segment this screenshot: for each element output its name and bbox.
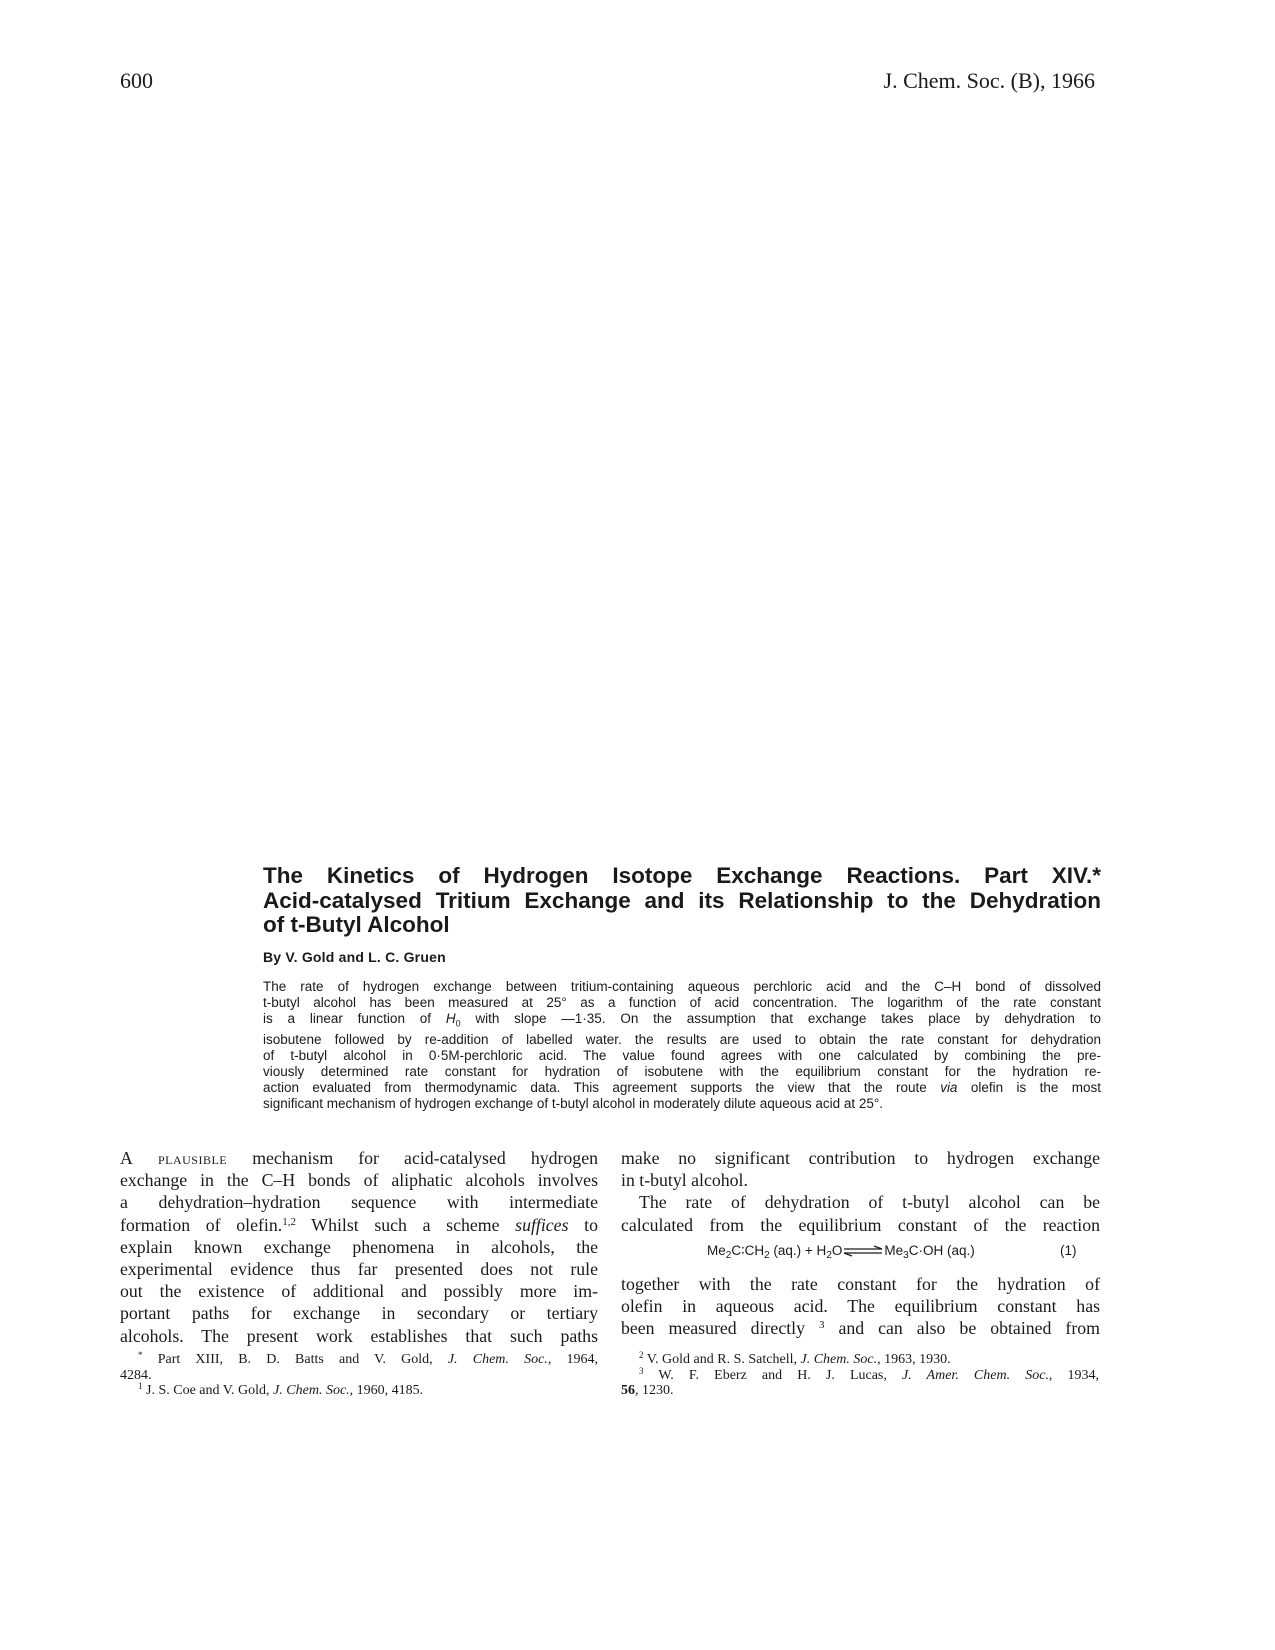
body-line: olefin in aqueous acid. The equilibrium constant has	[621, 1296, 1100, 1317]
abstract-line: t-butyl alcohol has been measured at 25° as a function of acid concentration. The logarithm of the rate constant	[263, 994, 1101, 1010]
body-line: calculated from the equilibrium constant of the reaction	[621, 1214, 1100, 1235]
abstract-line: of t-butyl alcohol in 0·5M-perchloric acid. The value found agrees with one calculated by combining the pre-	[263, 1048, 1101, 1064]
body-line: together with the rate constant for the hydration of	[621, 1274, 1100, 1294]
abstract-line: isobutene followed by re-addition of labelled water. the results are used to obtain the rate constant for dehydration	[263, 1032, 1101, 1048]
abstract-line: significant mechanism of hydrogen exchange of t-butyl alcohol in moderately dilute aqueous acid at 25°.	[263, 1096, 884, 1112]
abstract-line: The rate of hydrogen exchange between tritium-containing aqueous perchloric acid and the C–H bond of dissolved	[263, 979, 1101, 994]
abstract	[263, 979, 1101, 1112]
title-line-2: Acid-catalysed Tritium Exchange and its Relationship to the Dehydration	[263, 887, 1101, 913]
abstract-line: is a linear function of $H_0$ with slope —1·35. On the assumption that exchange takes place by dehydration to	[263, 1010, 1101, 1029]
body-line: alcohols. The present work establishes that such paths	[120, 1325, 598, 1346]
body-line: experimental evidence thus far presented does not rule	[120, 1259, 598, 1280]
body-line: in t-butyl alcohol.	[621, 1170, 748, 1191]
body-line: explain known exchange phenomena in alcohols, the	[120, 1236, 598, 1257]
journal-reference: J. Chem. Soc. (B), 1966	[883, 68, 1095, 93]
body-right-column-bottom	[621, 1273, 1100, 1340]
body-line: portant paths for exchange in secondary or tertiary	[120, 1303, 598, 1324]
body-line: exchange in the C–H bonds of aliphatic alcohols involves	[120, 1170, 598, 1191]
abstract-line: viously determined rate constant for hydration of isobutene with the equilibrium constant for the hydration re-	[263, 1064, 1101, 1080]
footnotes-left	[120, 1352, 598, 1399]
abstract-line: action evaluated from thermodynamic data. This agreement supports the view that the route via olefin is the most	[263, 1080, 1101, 1096]
body-line: make no significant contribution to hydrogen exchange	[621, 1148, 1100, 1168]
equation-1: $Me_2C∶CH_2$ $(aq.) + H_2O$ $Me_3C\cdot OH$ (aq.)	[707, 1243, 975, 1261]
body-line: formation of olefin.$^{1,2}$ Whilst such a scheme suffices to	[120, 1214, 598, 1235]
body-left-column	[120, 1147, 598, 1347]
body-line: a dehydration–hydration sequence with intermediate	[120, 1192, 598, 1213]
article-title	[263, 864, 1101, 938]
body-right-column-top	[621, 1147, 1100, 1236]
footnote-1: $^1$ J. S. Coe and V. Gold, J. Chem. Soc., 1960, 4185.	[138, 1381, 424, 1398]
page-number: 600	[120, 68, 153, 93]
footnote-2: $^2$ V. Gold and R. S. Satchell, J. Chem. Soc., 1963, 1930.	[639, 1350, 951, 1367]
title-line-3: of t-Butyl Alcohol	[263, 912, 450, 937]
equation-number: (1)	[1060, 1243, 1077, 1258]
footnote-star-cont: 4284.	[120, 1367, 152, 1383]
authors: By V. Gold and L. C. Gruen	[263, 949, 446, 965]
title-line-1: The Kinetics of Hydrogen Isotope Exchange Reactions. Part XIV.*	[263, 863, 1101, 888]
body-line: A plausible mechanism for acid-catalysed hydrogen	[120, 1148, 598, 1168]
body-line: out the existence of additional and possibly more im-	[120, 1281, 598, 1302]
equilibrium-arrow-icon	[842, 1245, 884, 1257]
footnote-star: * Part XIII, B. D. Batts and V. Gold, J. Chem. Soc., 1964,	[138, 1350, 598, 1367]
body-line: been measured directly $^3$ and can also be obtained from	[621, 1318, 1100, 1339]
footnote-3-cont: 56, 1230.	[621, 1383, 674, 1398]
footnote-3: $^3$ W. F. Eberz and H. J. Lucas, J. Amer. Chem. Soc., 1934,	[639, 1365, 1100, 1383]
body-line: The rate of dehydration of t-butyl alcohol can be	[639, 1192, 1100, 1213]
footnotes-right	[621, 1352, 1099, 1399]
